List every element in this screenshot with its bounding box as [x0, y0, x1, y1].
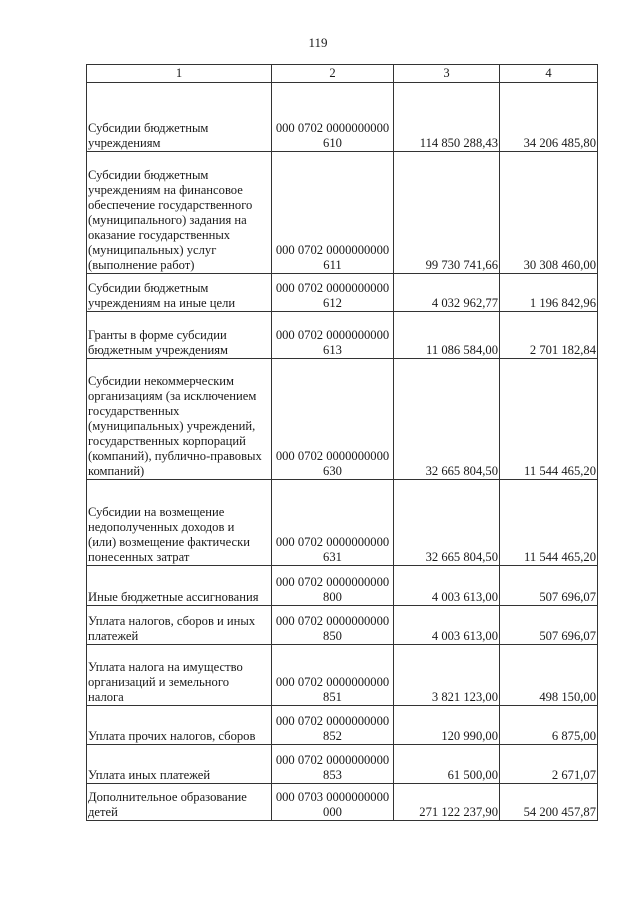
row-code-line: 850	[323, 629, 342, 643]
row-value-col4: 30 308 460,00	[500, 152, 598, 274]
header-cell-2: 2	[272, 65, 394, 83]
row-name-line: Уплата налогов, сборов и иных	[88, 614, 256, 628]
row-value-col3: 99 730 741,66	[394, 152, 500, 274]
row-code-cell	[272, 274, 394, 312]
row-code-line: 000 0702 0000000000	[275, 675, 390, 689]
row-value-col3: 61 500,00	[394, 745, 500, 784]
row-name-line: Субсидии бюджетным	[88, 168, 209, 182]
table-row	[87, 152, 598, 274]
row-name-cell	[87, 152, 272, 274]
row-value-col4: 498 150,00	[500, 645, 598, 706]
row-code-line: 000 0702 0000000000	[275, 243, 390, 257]
row-value-col4: 11 544 465,20	[500, 359, 598, 480]
row-code-line: 000 0702 0000000000	[275, 535, 390, 549]
row-code-line: 630	[323, 464, 342, 478]
row-name-line: налога	[88, 690, 124, 704]
row-name-line: недополученных доходов и	[88, 520, 235, 534]
row-code-line: 000 0702 0000000000	[275, 614, 390, 628]
row-name-cell	[87, 274, 272, 312]
row-code-line: 853	[323, 768, 342, 782]
row-code-line: 612	[323, 296, 342, 310]
row-value-col3: 32 665 804,50	[394, 359, 500, 480]
row-code-line: 000 0702 0000000000	[275, 121, 390, 135]
row-code-line: 800	[323, 590, 342, 604]
header-cell-4: 4	[500, 65, 598, 83]
row-code-cell	[272, 706, 394, 745]
row-value-col4: 507 696,07	[500, 606, 598, 645]
row-code-line: 000	[323, 805, 342, 819]
row-name-line: организациям (за исключением	[88, 389, 257, 403]
row-code-cell	[272, 83, 394, 152]
page-number: 119	[308, 35, 328, 50]
row-name-line: бюджетным учреждениям	[88, 343, 228, 357]
row-code-cell	[272, 480, 394, 566]
row-value-col3: 3 821 123,00	[394, 645, 500, 706]
row-code-cell	[272, 312, 394, 359]
row-code-line: 631	[323, 550, 342, 564]
budget-table	[86, 64, 598, 821]
row-name-line: Дополнительное образование	[88, 790, 247, 804]
row-value-col3: 114 850 288,43	[394, 83, 500, 152]
row-name-line: (муниципальных) учреждений,	[88, 419, 256, 433]
table-row	[87, 480, 598, 566]
row-value-col3: 4 032 962,77	[394, 274, 500, 312]
row-value-col4: 6 875,00	[500, 706, 598, 745]
row-code-line: 000 0703 0000000000	[275, 790, 390, 804]
row-name-cell	[87, 566, 272, 606]
row-name-cell	[87, 480, 272, 566]
row-name-line: Уплата налога на имущество	[88, 660, 243, 674]
row-name-line: Гранты в форме субсидии	[88, 328, 227, 342]
row-name-line: Иные бюджетные ассигнования	[88, 590, 259, 604]
row-name-line: организаций и земельного	[88, 675, 229, 689]
table-row	[87, 83, 598, 152]
header-cell-1: 1	[87, 65, 272, 83]
row-name-cell	[87, 606, 272, 645]
row-name-line: государственных корпораций	[88, 434, 246, 448]
table-body	[87, 83, 598, 821]
table-row	[87, 359, 598, 480]
row-code-line: 000 0702 0000000000	[275, 281, 390, 295]
row-name-line: компаний)	[88, 464, 145, 478]
row-name-line: учреждениям	[88, 136, 161, 150]
row-code-line: 610	[323, 136, 342, 150]
row-name-line: Уплата иных платежей	[88, 768, 211, 782]
table-row	[87, 312, 598, 359]
row-code-cell	[272, 566, 394, 606]
row-name-line: Субсидии на возмещение	[88, 505, 225, 519]
table-row	[87, 706, 598, 745]
row-value-col3: 4 003 613,00	[394, 566, 500, 606]
row-code-line: 000 0702 0000000000	[275, 753, 390, 767]
header-row	[87, 65, 598, 83]
table-row	[87, 645, 598, 706]
row-code-cell	[272, 606, 394, 645]
table-row	[87, 784, 598, 821]
row-name-cell	[87, 359, 272, 480]
row-name-line: понесенных затрат	[88, 550, 190, 564]
row-value-col4: 54 200 457,87	[500, 784, 598, 821]
row-name-line: детей	[88, 805, 118, 819]
row-name-line: учреждениям на иные цели	[88, 296, 236, 310]
row-value-col4: 34 206 485,80	[500, 83, 598, 152]
row-name-cell	[87, 645, 272, 706]
row-value-col4: 2 701 182,84	[500, 312, 598, 359]
row-name-line: обеспечение государственного	[88, 198, 253, 212]
row-name-line: оказание государственных	[88, 228, 231, 242]
row-name-line: Уплата прочих налогов, сборов	[88, 729, 256, 743]
row-name-line: учреждениям на финансовое	[88, 183, 243, 197]
row-name-cell	[87, 784, 272, 821]
table-row	[87, 745, 598, 784]
row-value-col3: 32 665 804,50	[394, 480, 500, 566]
row-name-line: государственных	[88, 404, 180, 418]
row-value-col3: 4 003 613,00	[394, 606, 500, 645]
header-cell-3: 3	[394, 65, 500, 83]
row-code-line: 611	[323, 258, 342, 272]
row-code-line: 613	[323, 343, 342, 357]
row-value-col4: 507 696,07	[500, 566, 598, 606]
row-code-line: 000 0702 0000000000	[275, 449, 390, 463]
row-code-cell	[272, 645, 394, 706]
row-code-line: 000 0702 0000000000	[275, 328, 390, 342]
row-name-line: (муниципальных) услуг	[88, 243, 217, 257]
row-name-cell	[87, 706, 272, 745]
row-name-line: Субсидии некоммерческим	[88, 374, 235, 388]
row-value-col3: 271 122 237,90	[394, 784, 500, 821]
row-value-col3: 120 990,00	[394, 706, 500, 745]
table-row	[87, 274, 598, 312]
row-name-line: (компаний), публично-правовых	[88, 449, 262, 463]
row-name-cell	[87, 312, 272, 359]
row-code-line: 851	[323, 690, 342, 704]
row-code-cell	[272, 745, 394, 784]
row-name-cell	[87, 83, 272, 152]
row-name-line: Субсидии бюджетным	[88, 121, 209, 135]
row-code-cell	[272, 784, 394, 821]
row-value-col4: 1 196 842,96	[500, 274, 598, 312]
row-code-cell	[272, 152, 394, 274]
row-code-line: 000 0702 0000000000	[275, 575, 390, 589]
row-value-col4: 11 544 465,20	[500, 480, 598, 566]
row-name-line: Субсидии бюджетным	[88, 281, 209, 295]
row-code-cell	[272, 359, 394, 480]
table-row	[87, 566, 598, 606]
row-name-line: (муниципального) задания на	[88, 213, 247, 227]
row-name-cell	[87, 745, 272, 784]
row-code-line: 000 0702 0000000000	[275, 714, 390, 728]
row-name-line: платежей	[88, 629, 139, 643]
row-value-col4: 2 671,07	[500, 745, 598, 784]
row-name-line: (выполнение работ)	[88, 258, 195, 272]
row-name-line: (или) возмещение фактически	[88, 535, 250, 549]
row-code-line: 852	[323, 729, 342, 743]
table-row	[87, 606, 598, 645]
row-value-col3: 11 086 584,00	[394, 312, 500, 359]
